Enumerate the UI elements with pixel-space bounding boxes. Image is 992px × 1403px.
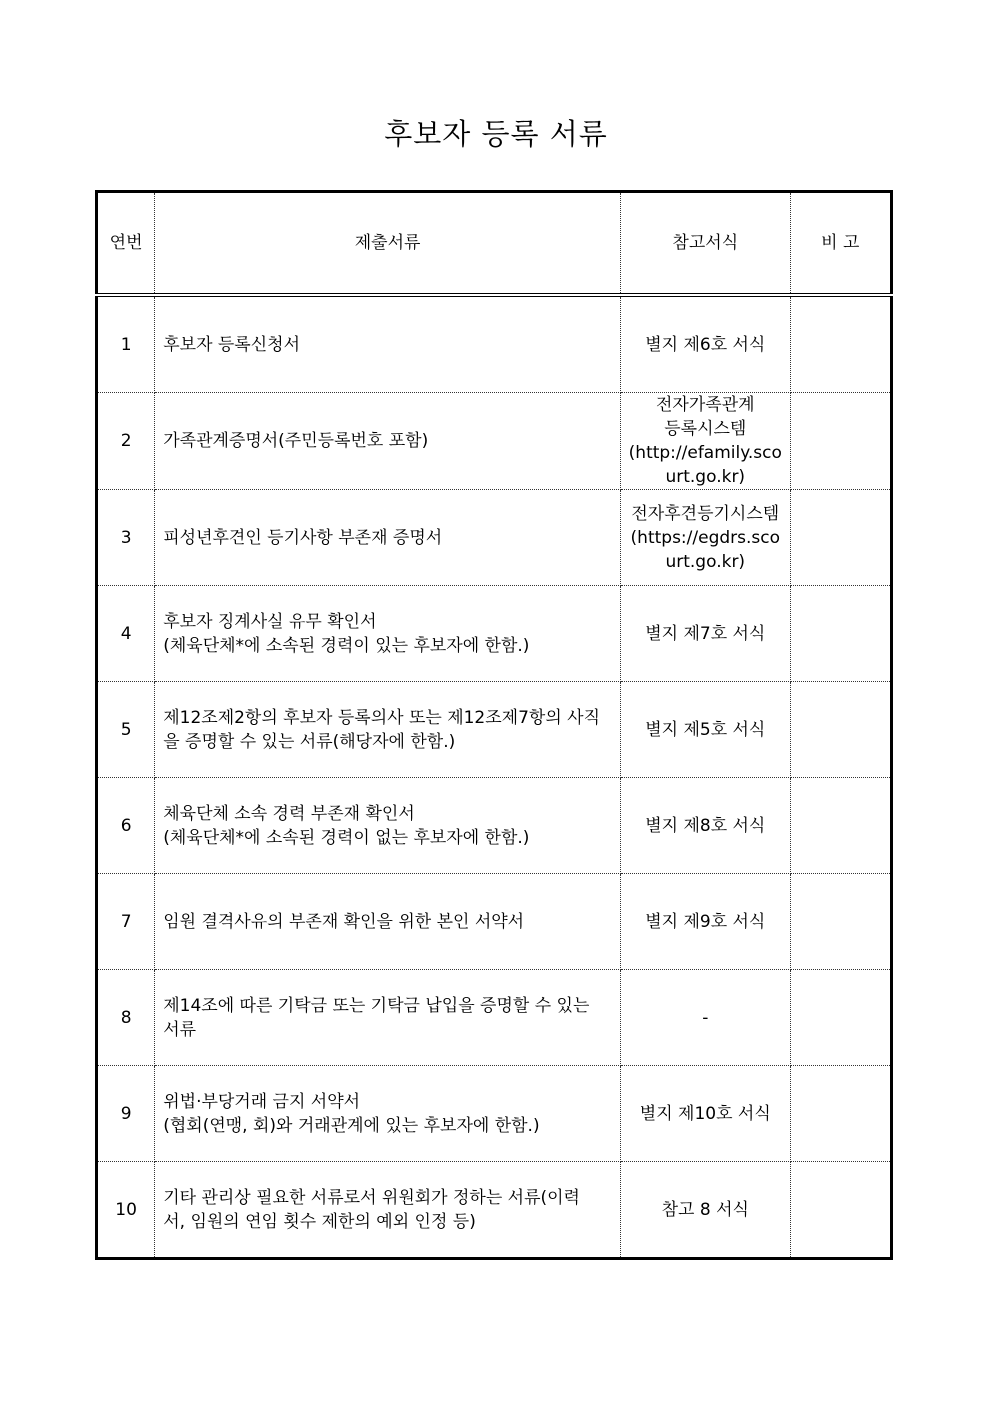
table-row xyxy=(97,490,892,586)
document-cell xyxy=(155,586,621,682)
reference-cell xyxy=(620,1066,790,1162)
document-line: 제12조제2항의 후보자 등록의사 또는 제12조제7항의 사직 xyxy=(163,707,600,728)
document-line: 피성년후견인 등기사항 부존재 증명서 xyxy=(163,527,443,548)
header-number: 연번 xyxy=(97,192,155,296)
document-line: 제14조에 따른 기탁금 또는 기탁금 납입을 증명할 수 있는 xyxy=(163,995,590,1016)
document-line: 서류 xyxy=(163,1019,197,1040)
row-number: 4 xyxy=(97,586,155,682)
document-line: (협회(연맹, 회)와 거래관계에 있는 후보자에 한함.) xyxy=(163,1115,540,1136)
reference-cell xyxy=(620,490,790,586)
reference-cell xyxy=(620,682,790,778)
reference-line: (http://efamily.sco xyxy=(628,443,782,463)
reference-cell xyxy=(620,586,790,682)
document-line: 위법·부당거래 금지 서약서 xyxy=(163,1091,361,1112)
note-cell xyxy=(790,586,891,682)
note-cell xyxy=(790,490,891,586)
row-number: 1 xyxy=(97,295,155,393)
document-cell xyxy=(155,874,621,970)
note-cell xyxy=(790,874,891,970)
note-cell xyxy=(790,393,891,490)
table-row xyxy=(97,1066,892,1162)
reference-cell xyxy=(620,1162,790,1259)
reference-line: 별지 제5호 서식 xyxy=(645,719,766,740)
document-cell xyxy=(155,1066,621,1162)
reference-cell xyxy=(620,393,790,490)
table-row xyxy=(97,586,892,682)
document-line: (체육단체*에 소속된 경력이 있는 후보자에 한함.) xyxy=(163,635,530,656)
reference-line: urt.go.kr) xyxy=(665,467,746,487)
document-line: 후보자 등록신청서 xyxy=(163,334,300,355)
document-cell xyxy=(155,682,621,778)
row-number: 2 xyxy=(97,393,155,490)
document-cell xyxy=(155,393,621,490)
row-number: 8 xyxy=(97,970,155,1066)
reference-line: 전자가족관계 xyxy=(656,395,755,415)
note-cell xyxy=(790,1066,891,1162)
table-row xyxy=(97,778,892,874)
table-header-row xyxy=(97,192,892,296)
reference-line: urt.go.kr) xyxy=(665,551,746,572)
document-line: 체육단체 소속 경력 부존재 확인서 xyxy=(163,803,415,824)
document-cell xyxy=(155,778,621,874)
note-cell xyxy=(790,970,891,1066)
page-title: 후보자 등록 서류 xyxy=(384,117,608,151)
document-line: (체육단체*에 소속된 경력이 없는 후보자에 한함.) xyxy=(163,827,530,848)
document-cell xyxy=(155,490,621,586)
reference-cell xyxy=(620,970,790,1066)
row-number: 9 xyxy=(97,1066,155,1162)
document-line: 기타 관리상 필요한 서류로서 위원회가 정하는 서류(이력 xyxy=(163,1187,580,1208)
row-number: 6 xyxy=(97,778,155,874)
note-cell xyxy=(790,682,891,778)
document-line: 임원 결격사유의 부존재 확인을 위한 본인 서약서 xyxy=(163,911,525,932)
document-cell xyxy=(155,295,621,393)
document-line: 가족관계증명서(주민등록번호 포함) xyxy=(163,431,429,451)
document-line: 을 증명할 수 있는 서류(해당자에 한함.) xyxy=(163,731,456,752)
reference-cell xyxy=(620,874,790,970)
table-row xyxy=(97,295,892,393)
reference-line: 별지 제6호 서식 xyxy=(645,334,766,355)
table-row xyxy=(97,393,892,490)
row-number: 3 xyxy=(97,490,155,586)
table-row xyxy=(97,682,892,778)
header-reference: 참고서식 xyxy=(620,192,790,296)
table-row xyxy=(97,1162,892,1259)
note-cell xyxy=(790,778,891,874)
document-cell xyxy=(155,1162,621,1259)
reference-line: 전자후견등기시스템 xyxy=(631,503,780,524)
row-number: 10 xyxy=(97,1162,155,1259)
document-line: 서, 임원의 연임 횟수 제한의 예외 인정 등) xyxy=(163,1211,476,1232)
reference-cell xyxy=(620,778,790,874)
row-number: 5 xyxy=(97,682,155,778)
reference-line: 별지 제10호 서식 xyxy=(639,1103,771,1124)
document-line: 후보자 징계사실 유무 확인서 xyxy=(163,611,377,632)
document-cell xyxy=(155,970,621,1066)
note-cell xyxy=(790,295,891,393)
reference-line: - xyxy=(702,1007,709,1028)
note-cell xyxy=(790,1162,891,1259)
header-note: 비 고 xyxy=(790,192,891,296)
reference-line: 별지 제7호 서식 xyxy=(645,623,766,644)
header-document: 제출서류 xyxy=(155,192,621,296)
reference-line: 참고 8 서식 xyxy=(661,1199,749,1220)
row-number: 7 xyxy=(97,874,155,970)
reference-line: 별지 제9호 서식 xyxy=(645,911,766,932)
table-row xyxy=(97,874,892,970)
reference-line: 별지 제8호 서식 xyxy=(645,815,766,836)
reference-line: (https://egdrs.sco xyxy=(630,527,781,548)
document-table xyxy=(95,190,893,1260)
reference-line: 등록시스템 xyxy=(664,419,747,439)
table-row xyxy=(97,970,892,1066)
reference-cell xyxy=(620,295,790,393)
